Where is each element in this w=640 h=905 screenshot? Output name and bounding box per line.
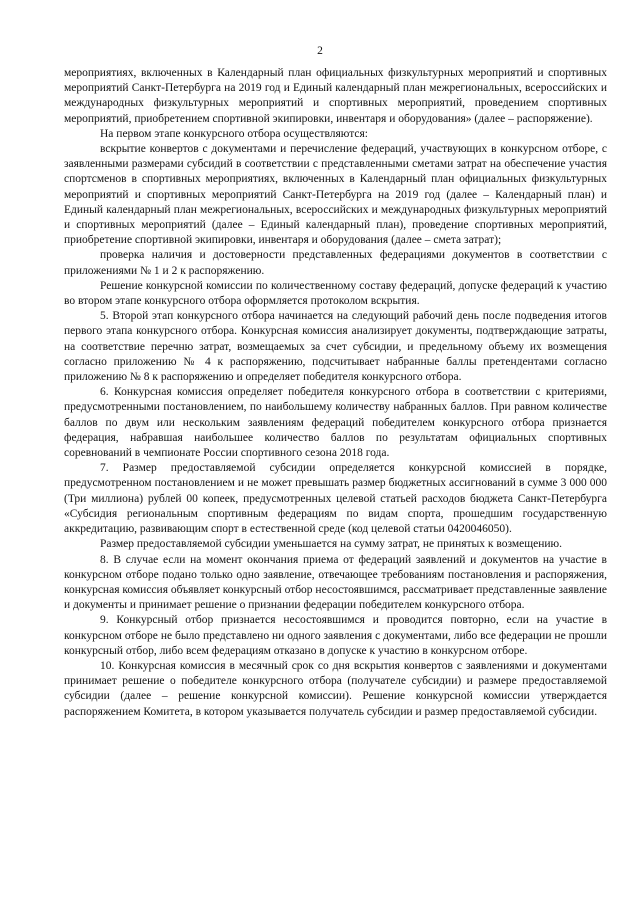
document-body xyxy=(64,66,607,720)
paragraph-document-check: проверка наличия и достоверности представленных федерациями документов в соответствии с приложениями № 1 и 2 к распоряжению. xyxy=(64,249,607,277)
paragraph-item-5: 5. Второй этап конкурсного отбора начинается на следующий рабочий день после подведения итогов первого этапа конкурсного отбора. Конкурсная комиссия анализирует документы, подтверждающие затраты, на соответствие перечню затрат, возмещаемых за счет субсидии, и предельному объему их возмещения согласно приложению № 4 к распоряжению, подсчитывает набранные баллы претендентами согласно приложению № 8 к распоряжению и определяет победителя конкурсного отбора. xyxy=(64,310,607,384)
paragraph-commission-decision: Решение конкурсной комиссии по количественному составу федераций, допуске федераций к участию во втором этапе конкурсного отбора оформляется протоколом вскрытия. xyxy=(64,279,607,308)
paragraph-continuation: мероприятиях, включенных в Календарный план официальных физкультурных мероприятий и спортивных мероприятий Санкт-Петербурга на 2019 год и Единый календарный план межрегиональных, всероссийских и международных физкультурных мероприятий и спортивных мероприятий, проведением спортивных мероприятий, приобретением спортивной экипировки, инвентаря и оборудования» (далее – распоряжение). xyxy=(64,67,607,125)
paragraph-item-10: 10. Конкурсная комиссия в месячный срок со дня вскрытия конвертов с заявлениями и документами принимает решение о победителе конкурсного отбора (получателе субсидии) и размере предоставляемой субсидии (далее – решение конкурсной комиссии). Решение конкурсной комиссии утверждается распоряжением Комитета, в котором указывается получатель субсидии и размер предоставляемой субсидии. xyxy=(64,659,607,718)
paragraph-first-stage-intro: На первом этапе конкурсного отбора осуществляются: xyxy=(100,127,368,140)
paragraph-envelope-opening: вскрытие конвертов с документами и перечисление федераций, участвующих в конкурсном отборе, с заявленными размерами субсидий в соответствии с представленными сметами затрат на обеспечение участия спортсменов в спортивных мероприятиях, включенных в Календарный план официальных физкультурных мероприятий и спортивных мероприятий Санкт-Петербурга на 2019 год (далее – Календарный план) и Единый календарный план межрегиональных, всероссийских и международных физкультурных мероприятий и спортивных мероприятий (далее – Единый календарный план), проведение спортивных мероприятий, приобретение спортивной экипировки, инвентаря и оборудования (далее – смета затрат); xyxy=(64,143,607,247)
paragraph-subsidy-reduction: Размер предоставляемой субсидии уменьшается на сумму затрат, не принятых к возмещению. xyxy=(100,538,562,551)
paragraph-item-6: 6. Конкурсная комиссия определяет победителя конкурсного отбора в соответствии с критериями, предусмотренными постановлением, по наибольшему количеству набранных баллов. При равном количестве баллов по двум или нескольким заявлениям федераций победителем конкурсного отбора признается федерация, набравшая наибольшее количество баллов по результатам официальных спортивных соревнований в чемпионате России спортивного сезона 2018 года. xyxy=(64,386,607,460)
paragraph-item-9: 9. Конкурсный отбор признается несостоявшимся и проводится повторно, если на участие в конкурсном отборе не было представлено ни одного заявления с документами, либо все федерации не прошли конкурсный отбор, либо всем федерациям отказано в допуске к участию в конкурсном отборе. xyxy=(64,614,607,657)
paragraph-item-7: 7. Размер предоставляемой субсидии определяется конкурсной комиссией в порядке, предусмотренном постановлением и не может превышать размер бюджетных ассигнований в сумме 3 000 000 (Три миллиона) рублей 00 копеек, предусмотренных целевой статьей расходов бюджета Санкт-Петербурга «Субсидия региональным спортивным федерациям по видам спорта, прошедшим государственную аккредитацию, развивающим спорт в естественной среде (код целевой статьи 0420046050). xyxy=(64,462,607,536)
paragraph-item-8: 8. В случае если на момент окончания приема от федераций заявлений и документов на участие в конкурсном отборе подано только одно заявление, отвечающее требованиям постановления и распоряжения, конкурсная комиссия объявляет конкурсный отбор несостоявшимся, рассматривает представленные заявление и документы и принимает решение о признании федерации победителем конкурсного отбора. xyxy=(64,553,607,612)
page-number: 2 xyxy=(317,45,323,57)
